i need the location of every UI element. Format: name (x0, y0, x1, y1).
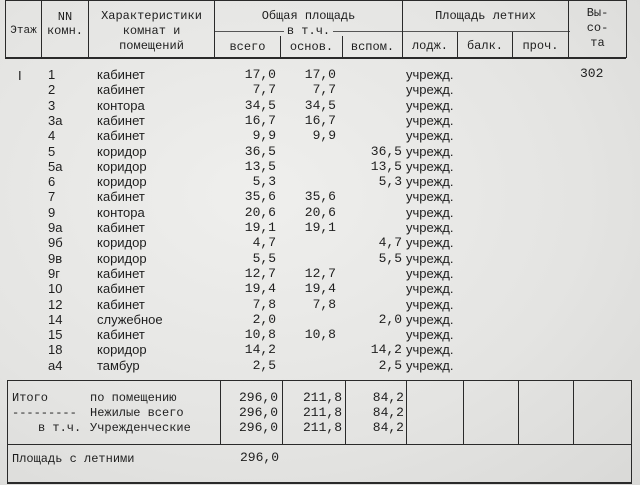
room-number: 3 (48, 97, 56, 113)
header-total-area: Общая площадь (261, 9, 356, 23)
room-name: коридор (97, 174, 147, 190)
area-aux: 14,2 (370, 342, 402, 358)
table-row (0, 266, 640, 282)
header-height-1: Вы- (586, 6, 609, 20)
area-total: 19,1 (244, 220, 276, 235)
header-loggia: лодж. (411, 39, 448, 53)
totals-label-a: Итого (12, 391, 49, 405)
header-char-3: помещений (119, 39, 184, 53)
header-total: всего (229, 40, 266, 54)
totals-bottom-border (7, 482, 632, 484)
room-name: кабинет (97, 327, 145, 343)
room-number: 14 (48, 311, 63, 327)
area-total: 4,7 (252, 235, 276, 251)
area-total: 19,4 (244, 281, 276, 297)
room-use: учрежд. (406, 250, 454, 266)
room-name: кабинет (97, 265, 145, 281)
table-row (0, 281, 640, 297)
totals-total: 296,0 (238, 420, 278, 435)
room-number: 9б (48, 235, 63, 251)
totals-aux: 84,2 (372, 405, 404, 420)
totals-row (0, 390, 640, 406)
table-row (0, 327, 640, 343)
table-row (0, 189, 640, 205)
table-row (0, 67, 640, 83)
header-top-border (5, 0, 626, 1)
area-main: 9,9 (312, 128, 336, 144)
room-number: 5а (48, 158, 63, 174)
area-total: 9,9 (252, 128, 276, 144)
room-name: кабинет (97, 281, 145, 297)
table-row (0, 312, 640, 328)
room-use: учрежд. (406, 143, 454, 159)
room-number: 1 (48, 67, 56, 82)
header-num-1: NN (57, 10, 73, 24)
room-number: 15 (48, 327, 63, 343)
area-aux: 5,5 (378, 250, 402, 266)
area-total: 16,7 (244, 112, 276, 128)
room-name: кабинет (97, 112, 145, 128)
room-name: контора (97, 97, 145, 113)
area-main: 10,8 (304, 327, 336, 343)
area-total: 10,8 (244, 327, 276, 343)
table-row (0, 297, 640, 313)
room-use: учрежд. (406, 97, 454, 113)
col-line (626, 0, 627, 58)
room-number: 18 (48, 342, 63, 358)
area-total: 5,3 (252, 174, 276, 190)
room-use: учрежд. (406, 281, 454, 297)
height-value: 302 (580, 66, 604, 81)
room-number: 6 (48, 174, 56, 190)
area-total: 12,7 (244, 265, 276, 281)
room-number: 9 (48, 204, 56, 220)
area-total: 36,5 (244, 143, 276, 159)
header-char-1: Характеристики (101, 9, 202, 23)
area-total: 20,6 (244, 204, 276, 220)
header-num-2: комн. (46, 24, 83, 38)
area-aux: 5,3 (378, 174, 402, 190)
table-row (0, 144, 640, 160)
totals-label-a: --------- (12, 406, 77, 420)
room-use: учрежд. (406, 357, 454, 373)
header-summer-area: Площадь летних (435, 9, 536, 23)
area-total: 2,5 (252, 357, 276, 373)
room-name: коридор (97, 235, 147, 251)
room-use: учрежд. (406, 82, 454, 98)
totals-label-b: Нежилые всего (90, 406, 184, 420)
room-number: 10 (48, 281, 63, 297)
room-use: учрежд. (406, 128, 454, 144)
table-row (0, 113, 640, 129)
totals-aux: 84,2 (372, 420, 404, 435)
area-total: 13,5 (244, 158, 276, 174)
room-use: учрежд. (406, 327, 454, 343)
table-row (0, 205, 640, 221)
totals-main: 211,8 (302, 420, 342, 435)
room-name: коридор (97, 342, 147, 358)
room-name: коридор (97, 250, 147, 266)
room-number: а4 (48, 357, 63, 373)
room-use: учрежд. (406, 296, 454, 312)
area-main: 17,0 (304, 67, 336, 82)
header-height-3: та (590, 36, 605, 50)
room-name: коридор (97, 158, 147, 174)
room-number: 5 (48, 143, 56, 159)
totals-label-b: Учрежденческие (90, 421, 191, 435)
header-floor: Этаж (10, 25, 37, 37)
table-row (0, 342, 640, 358)
area-total: 35,6 (244, 189, 276, 205)
room-name: кабинет (97, 67, 145, 82)
totals-row (0, 405, 640, 421)
summer-total-value: 296,0 (240, 450, 280, 465)
totals-label-a: в т.ч. (38, 421, 82, 435)
totals-row (0, 420, 640, 436)
header-main: основ. (289, 40, 334, 54)
area-total: 7,7 (252, 82, 276, 98)
totals-total: 296,0 (238, 405, 278, 420)
room-use: учрежд. (406, 67, 454, 82)
area-total: 17,0 (244, 67, 276, 82)
room-number: 9г (48, 265, 60, 281)
floor-label: I (18, 68, 22, 83)
area-aux: 13,5 (370, 158, 402, 174)
totals-separator (7, 444, 632, 445)
table-row (0, 174, 640, 190)
room-use: учрежд. (406, 204, 454, 220)
area-total: 2,0 (252, 311, 276, 327)
totals-total: 296,0 (238, 390, 278, 405)
area-aux: 2,5 (378, 357, 402, 373)
room-name: тамбур (97, 357, 140, 373)
header-balcony: балк. (466, 39, 503, 53)
area-main: 19,4 (304, 281, 336, 297)
header-height-2: со- (586, 21, 609, 35)
room-number: 12 (48, 296, 63, 312)
table-row (0, 128, 640, 144)
room-number: 2 (48, 82, 56, 98)
room-name: кабинет (97, 296, 145, 312)
table-row (0, 98, 640, 114)
header-bottom-border (5, 57, 626, 59)
room-use: учрежд. (406, 235, 454, 251)
area-total: 14,2 (244, 342, 276, 358)
room-use: учрежд. (406, 158, 454, 174)
header-other: проч. (522, 39, 559, 53)
table-row (0, 159, 640, 175)
area-total: 34,5 (244, 97, 276, 113)
room-use: учрежд. (406, 189, 454, 205)
area-main: 7,8 (312, 296, 336, 312)
room-name: кабинет (97, 220, 145, 235)
room-number: 9а (48, 220, 63, 235)
room-name: коридор (97, 143, 147, 159)
totals-top-border (7, 380, 632, 381)
room-name: кабинет (97, 128, 145, 144)
room-name: кабинет (97, 82, 145, 98)
room-name: кабинет (97, 189, 145, 205)
room-use: учрежд. (406, 265, 454, 281)
header-aux: вспом. (350, 40, 395, 54)
area-main: 12,7 (304, 265, 336, 281)
header-char-2: комнат и (122, 24, 181, 38)
area-aux: 2,0 (378, 311, 402, 327)
area-aux: 4,7 (378, 235, 402, 251)
area-total: 7,8 (252, 296, 276, 312)
room-name: служебное (97, 311, 163, 327)
room-number: 3а (48, 112, 63, 128)
header-incl-text: в т.ч. (284, 24, 333, 38)
totals-main: 211,8 (302, 390, 342, 405)
area-main: 19,1 (304, 220, 336, 235)
room-use: учрежд. (406, 311, 454, 327)
table-row (0, 358, 640, 374)
area-main: 16,7 (304, 112, 336, 128)
summer-total-label: Площадь с летними (12, 452, 135, 466)
area-main: 20,6 (304, 204, 336, 220)
totals-main: 211,8 (302, 405, 342, 420)
area-aux: 36,5 (370, 143, 402, 159)
table-row (0, 82, 640, 98)
table-row (0, 220, 640, 236)
room-use: учрежд. (406, 220, 454, 235)
room-use: учрежд. (406, 342, 454, 358)
area-main: 7,7 (312, 82, 336, 98)
totals-label-b: по помещению (90, 391, 177, 405)
room-number: 7 (48, 189, 56, 205)
area-total: 5,5 (252, 250, 276, 266)
totals-aux: 84,2 (372, 390, 404, 405)
room-name: контора (97, 204, 145, 220)
header-incl (215, 24, 402, 38)
table-row (0, 235, 640, 251)
room-use: учрежд. (406, 112, 454, 128)
room-use: учрежд. (406, 174, 454, 190)
table-row (0, 251, 640, 267)
area-main: 35,6 (304, 189, 336, 205)
room-number: 9в (48, 250, 63, 266)
area-main: 34,5 (304, 97, 336, 113)
room-number: 4 (48, 128, 56, 144)
